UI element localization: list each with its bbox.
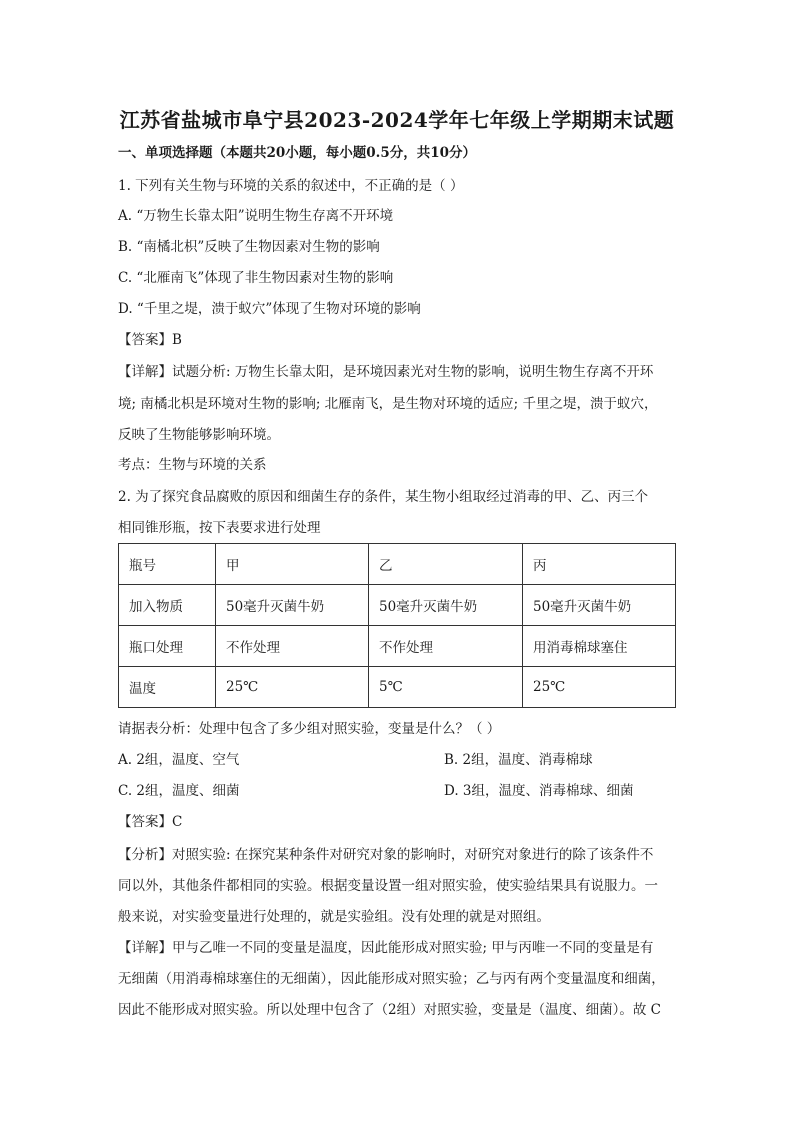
- q1-option-a: A. “万物生长靠太阳”说明生物生存离不开环境: [118, 208, 394, 224]
- table-cell: 不作处理: [216, 626, 369, 667]
- q1-detail-line1: 【详解】试题分析: 万物生长靠太阳，是环境因素光对生物的影响，说明生物生存离不开环: [118, 364, 654, 380]
- table-row: [119, 544, 676, 585]
- table-cell: 乙: [369, 544, 523, 585]
- q2-detail-line3: 因此不能形成对照实验。所以处理中包含了（2组）对照实验，变量是（温度、细菌）。故 C: [118, 1002, 661, 1018]
- table-cell: 50毫升灭菌牛奶: [369, 585, 523, 626]
- q2-detail-line1: 【详解】甲与乙唯一不同的变量是温度，因此能形成对照实验; 甲与丙唯一不同的变量是有: [118, 940, 654, 956]
- q2-analysis-line1: 【分析】对照实验: 在探究某种条件对研究对象的影响时，对研究对象进行的除了该条件不: [118, 847, 654, 863]
- table-cell: 温度: [119, 667, 216, 708]
- q2-question: 请据表分析：处理中包含了多少组对照实验，变量是什么？（ ）: [118, 721, 501, 737]
- table-cell: 50毫升灭菌牛奶: [216, 585, 369, 626]
- q1-detail-line2: 境; 南橘北枳是环境对生物的影响; 北雁南飞，是生物对环境的适应; 千里之堤，溃于蚁穴，: [118, 396, 658, 412]
- table-cell: 5℃: [369, 667, 523, 708]
- q2-option-c: C. 2组，温度、细菌: [118, 783, 240, 799]
- q1-option-b: B. “南橘北枳”反映了生物因素对生物的影响: [118, 239, 380, 255]
- q2-option-b: B. 2组，温度、消毒棉球: [444, 752, 593, 768]
- table-cell: 用消毒棉球塞住: [523, 626, 676, 667]
- page-title: 江苏省盐城市阜宁县2023-2024学年七年级上学期期末试题: [119, 108, 675, 132]
- table-cell: 瓶口处理: [119, 626, 216, 667]
- table-cell: 瓶号: [119, 544, 216, 585]
- table-row: [119, 626, 676, 667]
- q2-stem-line1: 2. 为了探究食品腐败的原因和细菌生存的条件，某生物小组取经过消毒的甲、乙、丙三个: [118, 489, 649, 505]
- q2-option-d: D. 3组，温度、消毒棉球、细菌: [444, 783, 634, 799]
- table-row: [119, 585, 676, 626]
- q1-option-d: D. “千里之堤，溃于蚁穴”体现了生物对环境的影响: [118, 301, 421, 317]
- table-cell: 加入物质: [119, 585, 216, 626]
- table-cell: 甲: [216, 544, 369, 585]
- table-cell: 25℃: [523, 667, 676, 708]
- q2-detail-line2: 无细菌（用消毒棉球塞住的无细菌），因此能形成对照实验；乙与丙有两个变量温度和细菌，: [118, 971, 665, 987]
- q1-option-c: C. “北雁南飞”体现了非生物因素对生物的影响: [118, 270, 394, 286]
- q2-option-a: A. 2组，温度、空气: [118, 752, 240, 768]
- experiment-table: [118, 543, 676, 708]
- q1-answer: 【答案】B: [118, 332, 182, 348]
- table-cell: 不作处理: [369, 626, 523, 667]
- q2-analysis-line2: 同以外，其他条件都相同的实验。根据变量设置一组对照实验，使实验结果具有说服力。一: [118, 878, 658, 894]
- section-heading: 一、单项选择题（本题共20小题，每小题0.5分，共10分）: [118, 145, 477, 161]
- q1-detail-line3: 反映了生物能够影响环境。: [118, 427, 280, 443]
- table-row: [119, 667, 676, 708]
- q2-stem-line2: 相同锥形瓶，按下表要求进行处理: [118, 520, 321, 536]
- table-cell: 50毫升灭菌牛奶: [523, 585, 676, 626]
- q1-knowledge-point: 考点：生物与环境的关系: [118, 457, 267, 473]
- q1-stem: 1. 下列有关生物与环境的关系的叙述中，不正确的是（ ）: [118, 178, 464, 194]
- table-cell: 25℃: [216, 667, 369, 708]
- q2-analysis-line3: 般来说，对实验变量进行处理的，就是实验组。没有处理的就是对照组。: [118, 909, 550, 925]
- table-cell: 丙: [523, 544, 676, 585]
- q2-answer: 【答案】C: [118, 814, 183, 830]
